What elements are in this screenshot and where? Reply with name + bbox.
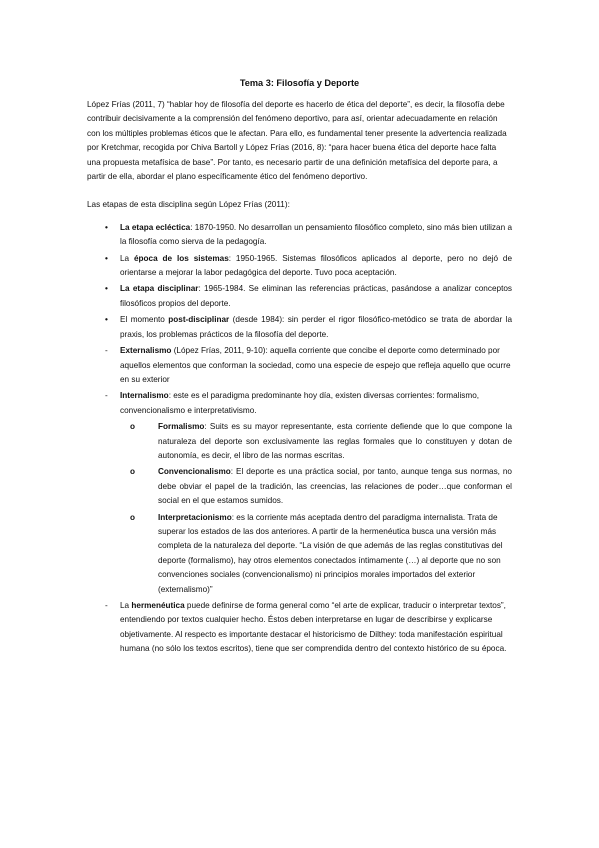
bullet-marker: • [105,222,108,232]
dash-marker: - [105,601,108,610]
bullet-marker: • [105,284,108,294]
bullet-marker: • [105,253,108,263]
list-item-internalismo: - Internalismo: este es el paradigma predominante hoy día, existen diversas corrientes: formalismo, convencionalismo e interpretativismo. o Formalismo: Suits es su mayor representante, esta corriente defiende que lo que compone la naturaleza del deporte son exclusivamente las reglas formales que lo constituyen y dotan de autonomía, es decir, el libro de las normas escritas. o Convencionalismo: El deporte es una práctica social, por tanto, aunque tenga sus normas, no debe obviar el papel de la tradición, las creencias, las relaciones de poder…que conforman el social en el que estamos sumidos. o Interpretacionismo: es la corriente más aceptada dentro del paradigma internalista. Trata de superar los estados de las dos anteriores. A partir de la hermenéutica busca una versión más completa de la naturaleza del deporte. “La visión de que además de las reglas constitutivas del deporte (formalismo), hay otros elementos conectados íntimamente (…) al deporte que no son convenciones sociales (convencionalismo) ni principios morales importados del exterior (externalismo)” [87,389,512,597]
list-item-hermeneutica: - La hermenéutica puede definirse de forma general como “el arte de explicar, traducir o interpretar textos”, entendiendo por textos cualquier hecho. Éstos deben interpretarse en lugar de describirse y explicarse objetivamente. Al respecto es importante destacar el historicismo de Dilthey: toda manifestación espiritual humana (no sólo los textos escritos), tiene que ser comprendida dentro del contexto histórico de su época. [105,601,507,654]
dash-marker: - [105,391,108,401]
sub-marker: o [130,512,136,522]
dash-marker: - [105,346,108,356]
term-post-disciplinar: post-disciplinar [168,315,230,325]
list-item-etapa-disciplinar: • La etapa disciplinar: 1965-1984. Se eliminan las referencias prácticas, pasándose a analizar conceptos filosóficos propios del deporte. [105,284,512,308]
sub-marker: o [130,467,136,477]
list-item-etapa-eclectica: • La etapa ecléctica: 1870-1950. No desarrollan un pensamiento filosófico completo, sino más bien utilizan a la filosofía como sierva de la pedagogía. [105,222,513,247]
sublist-item-convencionalismo: o Convencionalismo: El deporte es una práctica social, por tanto, aunque tenga sus normas, no debe obviar el papel de la tradición, las creencias, las relaciones de poder…que conforman el social en el que estamos sumidos. [130,467,512,506]
term-hermeneutica: hermenéutica [131,601,185,610]
sub-marker: o [130,422,136,432]
bullet-marker: • [105,315,108,325]
term-etapa-eclectica: La etapa ecléctica [120,222,191,232]
etapas-list [87,221,512,657]
term-etapa-disciplinar: La etapa disciplinar [120,284,199,294]
term-formalismo: Formalismo [158,422,205,432]
list-item-epoca-sistemas: • La época de los sistemas: 1950-1965. Sistemas filosóficos aplicados al deporte, pero no dejó de orientarse a mejorar la labor pedagógica del deporte. Tuvo poca aceptación. [105,253,512,278]
etapas-heading: Las etapas de esta disciplina según López Frías (2011): [87,200,290,210]
term-internalismo: Internalismo [120,391,169,401]
list-item-externalismo: - Externalismo (López Frías, 2011, 9-10): aquella corriente que concibe el deporte como determinado por aquellos elementos que conforman la sociedad, como una especie de espejo que refleja aquello que ocurre en su exterior [105,346,511,384]
sublist-item-formalismo: o Formalismo: Suits es su mayor representante, esta corriente defiende que lo que compone la naturaleza del deporte son exclusivamente las reglas formales que lo constituyen y dotan de autonomía, es decir, el libro de las normas escritas. [130,422,512,460]
term-externalismo: Externalismo [120,346,172,356]
document-title: Tema 3: Filosofía y Deporte [239,78,360,88]
internalismo-sublist [120,420,512,597]
term-epoca-sistemas: época de los sistemas [134,253,229,263]
term-interpretacionismo: Interpretacionismo [158,512,232,522]
sublist-item-interpretacionismo: o Interpretacionismo: es la corriente más aceptada dentro del paradigma internalista. Trata de superar los estados de las dos anteriores. A partir de la hermenéutica busca una versión más completa de la naturaleza del deporte. “La visión de que además de las reglas constitutivas del deporte (formalismo), hay otros elementos conectados íntimamente (…) al deporte que no son convenciones sociales (convencionalismo) ni principios morales importados del exterior (externalismo)” [130,512,503,594]
term-convencionalismo: Convencionalismo [158,467,231,477]
intro-paragraph: López Frías (2011, 7) “hablar hoy de filosofía del deporte es hacerlo de ética del deporte”, es decir, la filosofía debe contribuir decisivamente a la comprensión del fenómeno deportivo, para así, orientar adecuadamente en relación con los múltiples problemas éticos que le afectan. Para ello, es fundamental tener presente la advertencia realizada por Kretchmar, recogida por Chiva Bartoll y López Frías (2016, 8): “para hacer buena ética del deporte hace falta una propuesta metafísica de base”. Por tanto, es necesario partir de una definición metafísica del deporte para, a partir de ella, abordar el plano específicamente ético del fenómeno deportivo. [87,100,507,182]
list-item-post-disciplinar: • El momento post-disciplinar (desde 1984): sin perder el rigor filosófico-metódico se trata de abordar la praxis, los problemas prácticos de la filosofía del deporte. [105,315,512,339]
